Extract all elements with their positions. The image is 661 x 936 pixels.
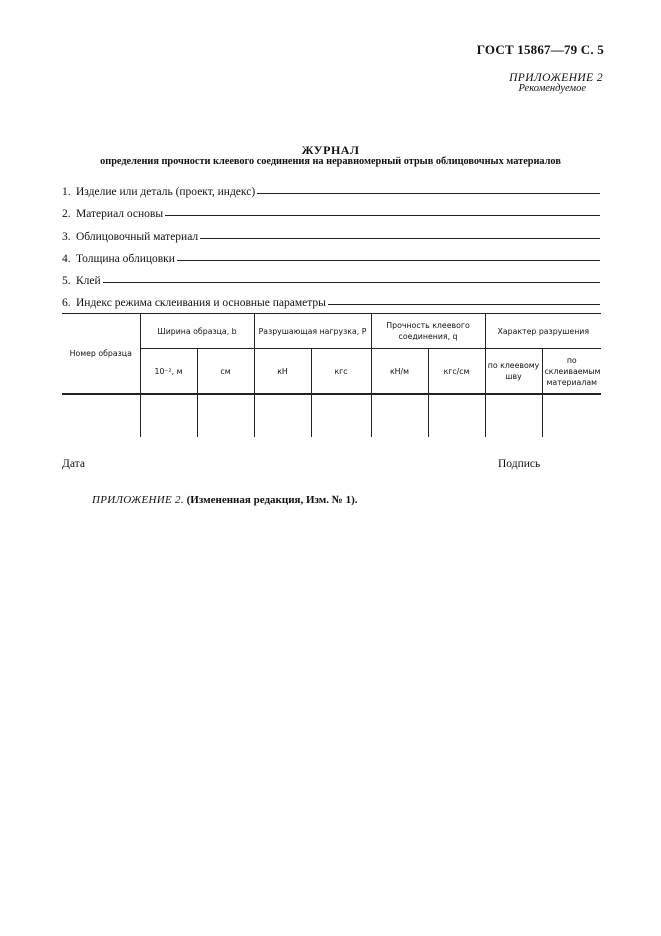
field-number: 1. [62, 186, 71, 199]
field-number: 5. [62, 274, 71, 287]
subheader-width-cm: см [197, 349, 254, 395]
table-cell[interactable] [311, 394, 371, 437]
field-facing-thickness [62, 243, 600, 265]
header-sample-width: Ширина образца, b [140, 314, 254, 349]
table-cell[interactable] [542, 394, 601, 437]
journal-subtitle: определения прочности клеевого соединения на неравномерный отрыв облицовочных материалов [100, 156, 561, 167]
table-cell[interactable] [197, 394, 254, 437]
subheader-load-kgf: кгс [311, 349, 371, 395]
table-cell[interactable] [371, 394, 428, 437]
revision-note-appendix: ПРИЛОЖЕНИЕ 2. [92, 494, 184, 506]
header-breaking-load: Разрушающая нагрузка, P [254, 314, 371, 349]
table-row [62, 394, 601, 437]
subheader-fracture-materials: по склеиваемым материалам [542, 349, 601, 395]
form-fields [62, 176, 600, 309]
subheader-strength-kgf-cm: кгс/см [428, 349, 485, 395]
journal-title: ЖУРНАЛ [301, 143, 360, 157]
header-sample-number: Номер образца [62, 314, 140, 395]
field-label: Индекс режима склеивания и основные параметры [76, 297, 326, 310]
signature-label: Подпись [498, 458, 541, 470]
field-label: Материал основы [76, 208, 164, 221]
field-product [62, 176, 600, 198]
subheader-strength-kn-m: кН/м [371, 349, 428, 395]
date-label: Дата [62, 458, 85, 470]
field-number: 4. [62, 252, 71, 265]
appendix-label: ПРИЛОЖЕНИЕ 2 [509, 72, 603, 84]
fill-line[interactable] [257, 193, 600, 194]
field-number: 2. [62, 208, 71, 221]
field-base-material [62, 198, 600, 220]
table-cell[interactable] [254, 394, 311, 437]
subheader-fracture-glue-line: по клеевому шву [485, 349, 542, 395]
fill-line[interactable] [328, 304, 600, 305]
header-fracture-type: Характер разрушения [485, 314, 601, 349]
table-cell[interactable] [62, 394, 140, 437]
field-label: Клей [76, 274, 101, 287]
table-cell[interactable] [428, 394, 485, 437]
document-code: ГОСТ 15867—79 С. 5 [476, 42, 604, 57]
subheader-load-kn: кН [254, 349, 311, 395]
table-cell[interactable] [140, 394, 197, 437]
field-label: Толщина облицовки [76, 252, 175, 265]
field-glue [62, 265, 600, 287]
header-bond-strength: Прочность клеевого соединения, q [371, 314, 485, 349]
fill-line[interactable] [200, 238, 600, 239]
field-number: 3. [62, 230, 71, 243]
fill-line[interactable] [165, 215, 600, 216]
revision-note-text: (Измененная редакция, Изм. № 1). [186, 494, 358, 506]
field-label: Облицовочный материал [76, 230, 199, 243]
fill-line[interactable] [103, 282, 600, 283]
field-facing-material [62, 220, 600, 242]
table-cell[interactable] [485, 394, 542, 437]
fill-line[interactable] [177, 260, 600, 261]
revision-note [92, 494, 358, 506]
field-label: Изделие или деталь (проект, индекс) [76, 186, 256, 199]
subheader-width-m: 10⁻², м [140, 349, 197, 395]
field-number: 6. [62, 297, 71, 310]
appendix-status: Рекомендуемое [518, 83, 586, 94]
journal-table [62, 313, 601, 437]
field-gluing-mode [62, 287, 600, 309]
